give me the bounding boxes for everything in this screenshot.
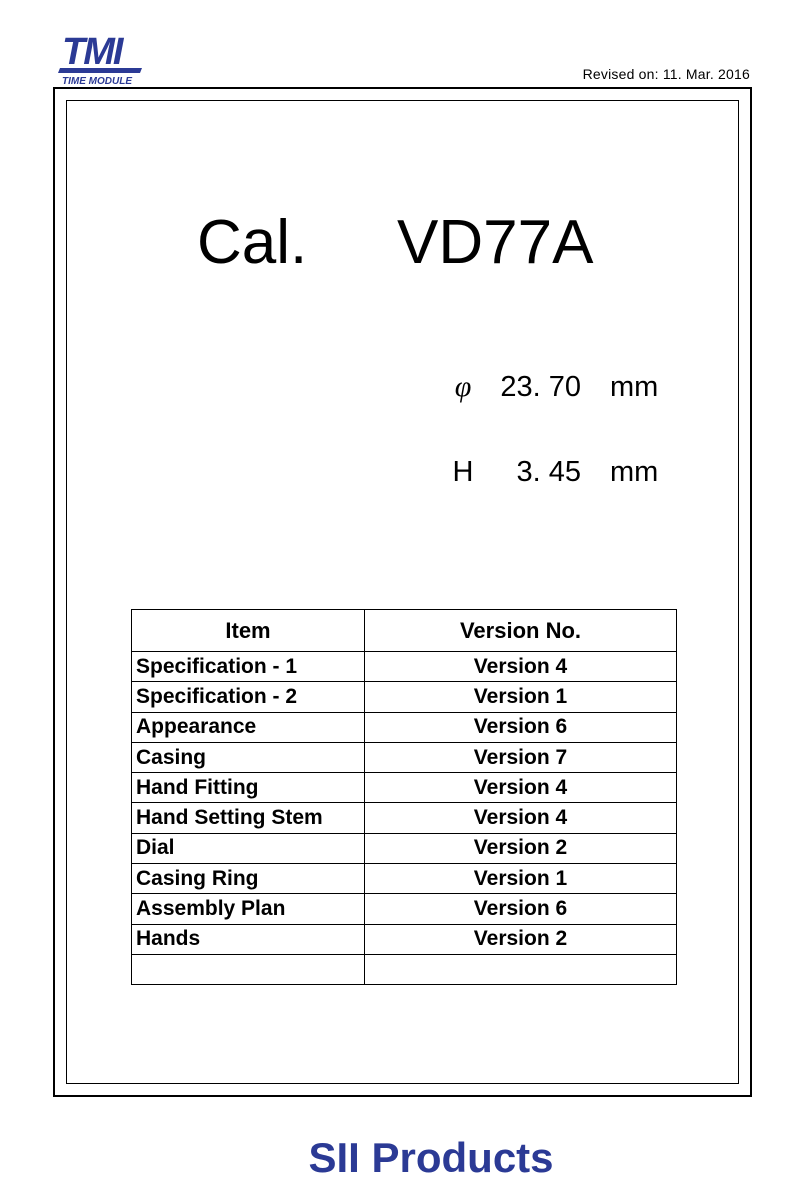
table-row xyxy=(132,864,677,894)
item-cell: Specification - 1 xyxy=(132,652,365,682)
version-cell: Version 4 xyxy=(365,652,677,682)
version-table xyxy=(131,609,677,985)
table-row xyxy=(132,773,677,803)
item-cell: Specification - 2 xyxy=(132,682,365,712)
table-row xyxy=(132,894,677,924)
table-row-empty xyxy=(132,954,677,984)
column-header-item: Item xyxy=(132,610,365,652)
item-cell: Appearance xyxy=(132,712,365,742)
calibre-title xyxy=(0,203,808,283)
dimension-height xyxy=(0,452,808,492)
dimension-diameter xyxy=(0,367,808,407)
table-row xyxy=(132,652,677,682)
table-row xyxy=(132,803,677,833)
height-value: 3. 45 xyxy=(516,456,581,488)
table-row xyxy=(132,924,677,954)
item-cell: Hands xyxy=(132,924,365,954)
version-cell: Version 7 xyxy=(365,742,677,772)
version-cell: Version 1 xyxy=(365,864,677,894)
version-cell: Version 1 xyxy=(365,682,677,712)
version-cell xyxy=(365,954,677,984)
tmi-logo-mark xyxy=(58,20,144,86)
height-symbol: H xyxy=(452,456,474,488)
item-cell xyxy=(132,954,365,984)
item-cell: Casing xyxy=(132,742,365,772)
diameter-symbol: φ xyxy=(454,370,472,403)
version-cell: Version 2 xyxy=(365,924,677,954)
diameter-unit: mm xyxy=(610,371,659,403)
item-cell: Casing Ring xyxy=(132,864,365,894)
logo-mark-text: TMI xyxy=(62,31,122,73)
time-module-logo xyxy=(58,20,144,86)
height-unit: mm xyxy=(610,456,659,488)
table-row xyxy=(132,742,677,772)
item-cell: Hand Setting Stem xyxy=(132,803,365,833)
logo-tagline: TIME MODULE xyxy=(62,76,132,86)
item-cell: Dial xyxy=(132,833,365,863)
footer-brand: SII Products xyxy=(308,1134,554,1181)
version-cell: Version 4 xyxy=(365,773,677,803)
revision-date: Revised on: 11. Mar. 2016 xyxy=(582,66,750,82)
diameter-value: 23. 70 xyxy=(500,371,581,403)
item-cell: Assembly Plan xyxy=(132,894,365,924)
item-cell: Hand Fitting xyxy=(132,773,365,803)
version-cell: Version 4 xyxy=(365,803,677,833)
version-cell: Version 6 xyxy=(365,712,677,742)
column-header-version: Version No. xyxy=(365,610,677,652)
table-row xyxy=(132,712,677,742)
table-row xyxy=(132,682,677,712)
calibre-model: VD77A xyxy=(397,208,594,277)
table-row xyxy=(132,833,677,863)
version-cell: Version 6 xyxy=(365,894,677,924)
version-cell: Version 2 xyxy=(365,833,677,863)
calibre-prefix: Cal. xyxy=(197,208,308,277)
table-header-row xyxy=(132,610,677,652)
